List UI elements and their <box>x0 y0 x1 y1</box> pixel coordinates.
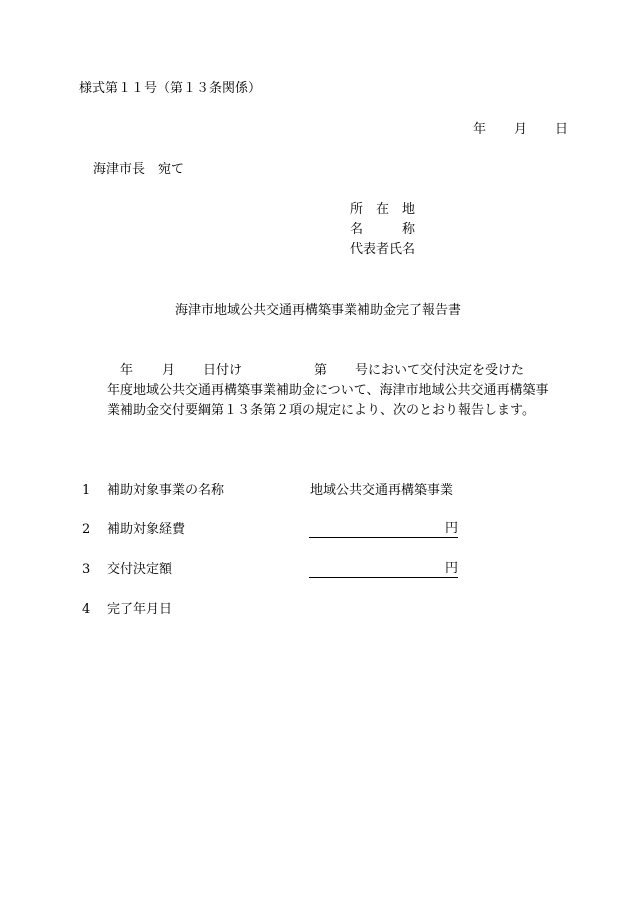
item-label: 交付決定額 <box>107 562 173 577</box>
date-day: 日 <box>555 122 569 137</box>
item-number: 2 <box>82 522 91 537</box>
date-month: 月 <box>514 122 528 137</box>
form-number: 様式第１１号（第１３条関係） <box>79 81 262 96</box>
item-value: 地域公共交通再構築事業 <box>310 483 454 498</box>
amount-underline <box>309 537 458 538</box>
item-label: 補助対象経費 <box>107 522 186 537</box>
item-label: 補助対象事業の名称 <box>107 483 225 498</box>
body-month: 月 <box>162 363 176 378</box>
item-unit: 円 <box>445 521 459 536</box>
body-dated: 日付け <box>203 363 243 378</box>
item-number: 4 <box>82 602 91 617</box>
item-number: 3 <box>82 562 91 577</box>
amount-underline <box>309 577 458 578</box>
item-number: 1 <box>82 483 91 498</box>
date-year: 年 <box>473 122 487 137</box>
document-title: 海津市地域公共交通再構築事業補助金完了報告書 <box>175 303 462 318</box>
item-label: 完了年月日 <box>107 602 173 617</box>
applicant-name-label: 名 称 <box>350 222 416 237</box>
body-line1-rest: 号において交付決定を受けた <box>355 363 525 378</box>
applicant-representative-label: 代表者氏名 <box>350 242 416 257</box>
applicant-address-label: 所 在 地 <box>350 202 416 217</box>
body-line2: 年度地域公共交通再構築事業補助金について、海津市地域公共交通再構築事 <box>107 383 549 398</box>
body-no: 第 <box>314 363 328 378</box>
item-unit: 円 <box>445 561 459 576</box>
body-year: 年 <box>120 363 134 378</box>
body-line3: 業補助金交付要綱第１３条第２項の規定により、次のとおり報告します。 <box>107 403 535 418</box>
addressee: 海津市長 宛て <box>93 162 185 177</box>
